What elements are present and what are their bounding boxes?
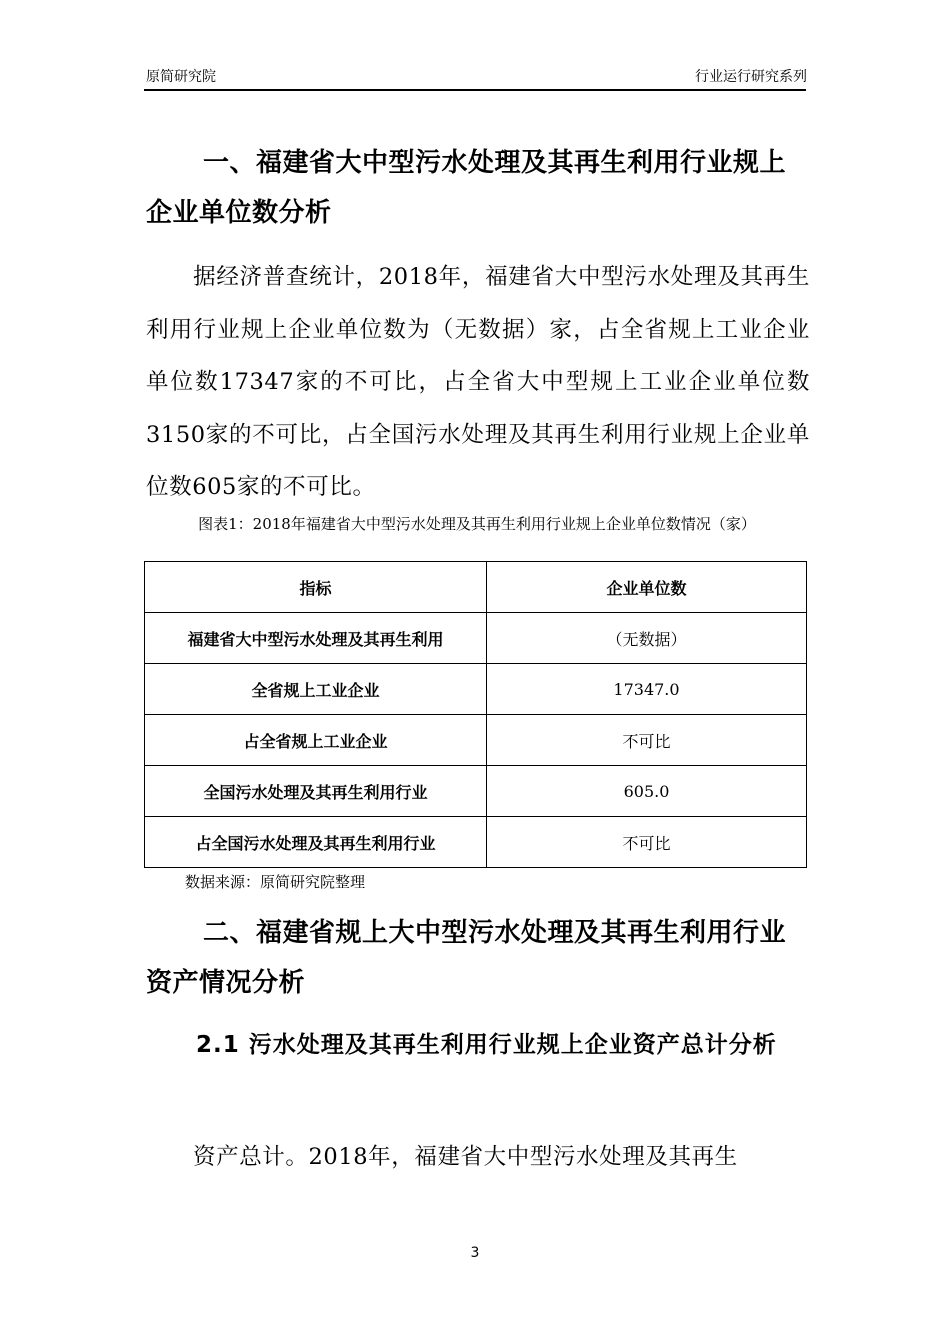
page-number: 3 (470, 1245, 480, 1261)
header-series-title: 行业运行研究系列 (695, 69, 807, 85)
row-label: 全国污水处理及其再生利用行业 (145, 766, 487, 817)
table-source-note: 数据来源：原简研究院整理 (185, 873, 366, 891)
section-2-heading: 二、福建省规上大中型污水处理及其再生利用行业资产情况分析 (146, 918, 787, 998)
row-label: 占全省规上工业企业 (145, 715, 487, 766)
enterprise-count-table (144, 561, 807, 868)
row-label: 福建省大中型污水处理及其再生利用 (145, 613, 487, 664)
row-value: 605.0 (487, 766, 807, 817)
table-row (145, 613, 807, 664)
table-row (145, 817, 807, 868)
table-caption: 图表1：2018年福建省大中型污水处理及其再生利用行业规上企业单位数情况（家） (198, 515, 756, 533)
header-divider (144, 89, 806, 91)
row-label: 全省规上工业企业 (145, 664, 487, 715)
row-value: 不可比 (487, 817, 807, 868)
section-1-paragraph: 据经济普查统计，2018年，福建省大中型污水处理及其再生利用行业规上企业单位数为（无数据）家，占全省规上工业企业单位数17347家的不可比，占全省大中型规上工业企业单位数3150家的不可比，占全国污水处理及其再生利用行业规上企业单位数605家的不可比。 (146, 264, 810, 500)
row-label: 占全国污水处理及其再生利用行业 (145, 817, 487, 868)
row-value: 不可比 (487, 715, 807, 766)
column-header-indicator: 指标 (145, 562, 487, 613)
table-row (145, 766, 807, 817)
section-1-heading: 一、福建省大中型污水处理及其再生利用行业规上企业单位数分析 (146, 148, 787, 228)
section-2-paragraph: 资产总计。2018年，福建省大中型污水处理及其再生 (193, 1144, 738, 1170)
table-header-row (145, 562, 807, 613)
row-value: 17347.0 (487, 664, 807, 715)
table-row (145, 664, 807, 715)
table-row (145, 715, 807, 766)
column-header-count: 企业单位数 (487, 562, 807, 613)
row-value: （无数据） (487, 613, 807, 664)
section-2-1-subheading: 2.1 污水处理及其再生利用行业规上企业资产总计分析 (196, 1032, 777, 1058)
header-org-name: 原简研究院 (146, 69, 216, 85)
